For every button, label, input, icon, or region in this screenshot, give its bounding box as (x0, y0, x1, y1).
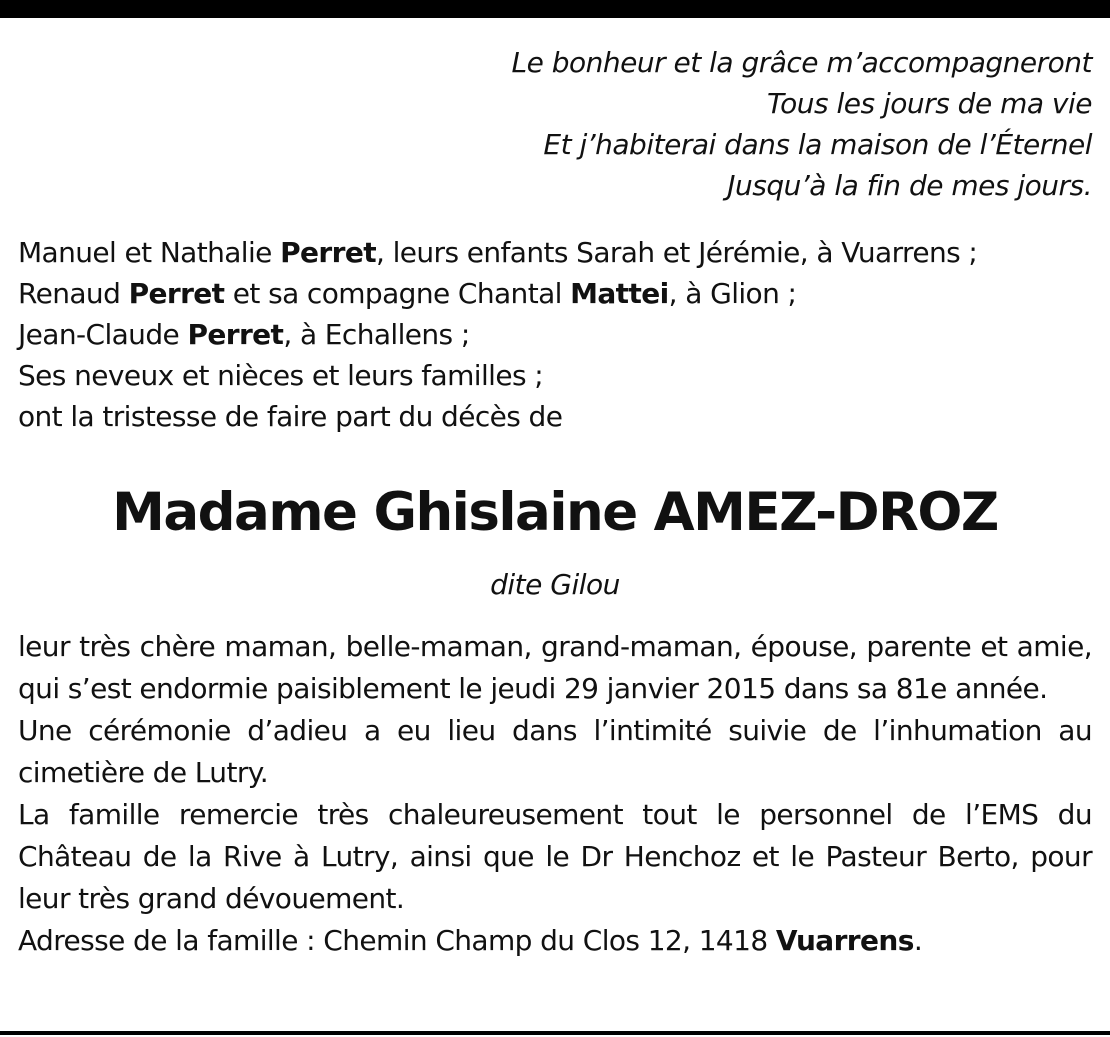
verse-line-2: Tous les jours de ma vie (767, 87, 1092, 120)
family-line-3: Jean-Claude Perret, à Echallens ; (18, 318, 470, 351)
verse-line-1: Le bonheur et la grâce m’accompagneront (511, 46, 1092, 79)
deceased-name: Madame Ghislaine AMEZ-DROZ (112, 482, 998, 543)
surname: Perret (280, 236, 376, 269)
surname: Perret (187, 318, 284, 351)
verse-line-3: Et j’habiterai dans la maison de l’Éternel (543, 128, 1092, 161)
body-paragraph-1: leur très chère maman, belle-maman, grand-maman, épouse, parente et amie, qui s’est endormie paisiblement le jeudi 29 janvier 2015 dans sa 81e année. (18, 630, 1092, 705)
surname: Perret (128, 277, 225, 310)
body-paragraph-2: Une cérémonie d’adieu a eu lieu dans l’intimité suivie de l’inhumation au cimetière de Lutry. (18, 714, 1092, 789)
deceased-nickname: dite Gilou (490, 568, 620, 601)
family-line-4: Ses neveux et nièces et leurs familles ; (18, 359, 544, 392)
surname: Mattei (570, 277, 669, 310)
body-paragraph-3: La famille remercie très chaleureusement tout le personnel de l’EMS du Château de la Rive à Lutry, ainsi que le Dr Henchoz et le Pasteur Berto, pour leur très grand dévouement. (18, 798, 1092, 915)
bottom-rule (0, 1031, 1110, 1035)
bible-verse (512, 42, 1093, 206)
town-name: Vuarrens (775, 924, 914, 957)
family-line-1: Manuel et Nathalie Perret, leurs enfants Sarah et Jérémie, à Vuarrens ; (18, 236, 978, 269)
family-line-2: Renaud Perret et sa compagne Chantal Mattei, à Glion ; (18, 277, 797, 310)
family-list (18, 232, 977, 437)
body-paragraph-4: Adresse de la famille : Chemin Champ du Clos 12, 1418 Vuarrens. (18, 924, 923, 957)
verse-line-4: Jusqu’à la fin de mes jours. (727, 169, 1092, 202)
top-rule (0, 0, 1110, 18)
obituary-body (18, 626, 1092, 962)
family-line-5: ont la tristesse de faire part du décès de (18, 400, 563, 433)
